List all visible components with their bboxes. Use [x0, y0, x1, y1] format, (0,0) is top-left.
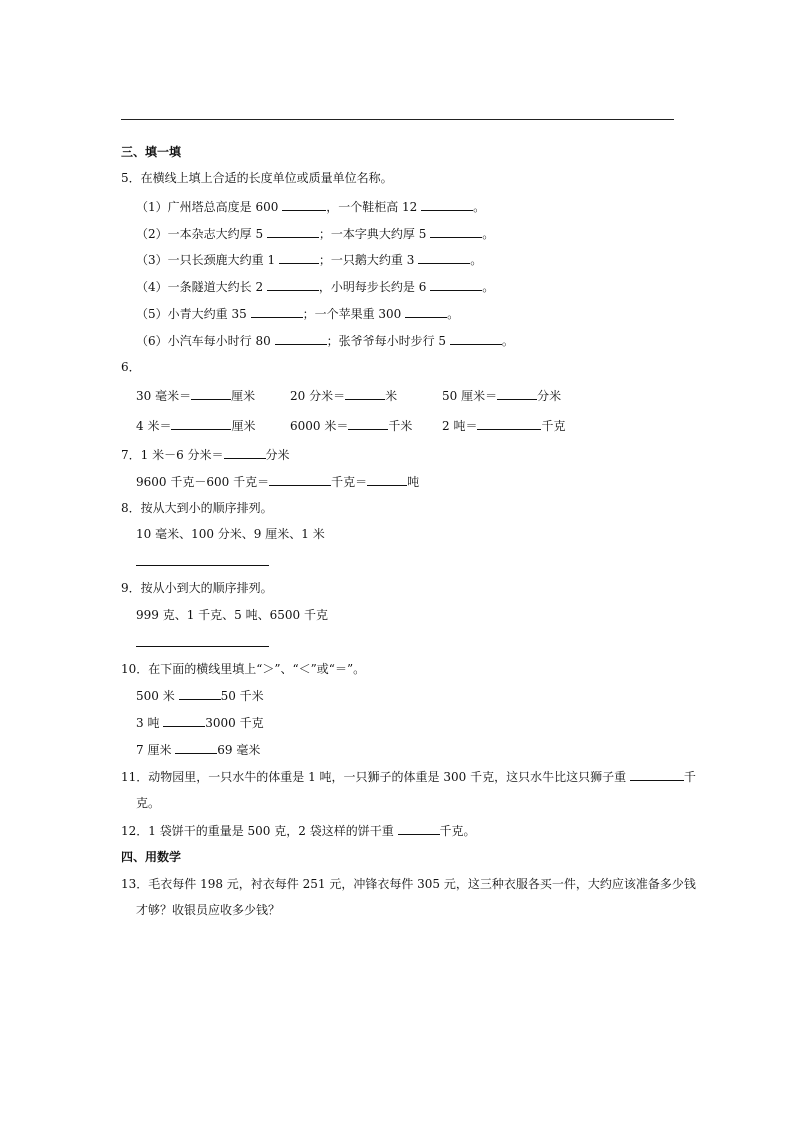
answer-blank[interactable]: [267, 278, 319, 291]
q5-stem: 5．在横线上填上合适的长度单位或质量单位名称。: [121, 171, 393, 185]
answer-blank[interactable]: [345, 387, 385, 400]
q5-item-1: （1）广州塔总高度是 600 ，一个鞋柜高 12 。: [136, 200, 486, 214]
q6-r2-c3: 2 吨＝ 千克: [442, 419, 566, 433]
answer-blank[interactable]: [398, 822, 440, 835]
q6-r2-c1: 4 米＝ 厘米: [136, 419, 256, 433]
answer-blank[interactable]: [430, 278, 482, 291]
answer-blank[interactable]: [171, 417, 231, 430]
answer-blank[interactable]: [450, 332, 502, 345]
q6-r1-c2: 20 分米＝ 米: [290, 389, 398, 403]
q9-items: 999 克、1 千克、5 吨、6500 千克: [136, 608, 328, 622]
answer-blank[interactable]: [282, 198, 326, 211]
answer-blank[interactable]: [279, 251, 319, 264]
answer-blank[interactable]: [367, 473, 407, 486]
q13-line-1: 13．毛衣每件 198 元，衬衣每件 251 元，冲锋衣每件 305 元，这三种衣服各买一件，大约应该准备多少钱: [121, 877, 696, 891]
answer-blank[interactable]: [175, 741, 217, 754]
answer-blank[interactable]: [269, 473, 331, 486]
section-4-title: 四、用数学: [121, 850, 182, 864]
answer-blank[interactable]: [421, 198, 473, 211]
q9-answer-line[interactable]: [136, 634, 269, 647]
q11-line-2: 克。: [136, 796, 161, 810]
q9-stem: 9．按从小到大的顺序排列。: [121, 581, 273, 595]
answer-blank[interactable]: [497, 387, 537, 400]
q11-line-1: 11．动物园里，一只水牛的体重是 1 吨，一只狮子的体重是 300 千克，这只水牛比这只狮子重 千: [121, 770, 696, 784]
q5-item-5: （5）小青大约重 35 ；一个苹果重 300 。: [136, 307, 460, 321]
answer-blank[interactable]: [477, 417, 541, 430]
q13-line-2: 才够？收银员应收多少钱？: [136, 903, 281, 917]
q6-r1-c1: 30 毫米＝ 厘米: [136, 389, 256, 403]
q10-stem: 10．在下面的横线里填上“＞”、“＜”或“＝”。: [121, 662, 366, 676]
q8-stem: 8．按从大到小的顺序排列。: [121, 501, 273, 515]
answer-blank[interactable]: [405, 305, 447, 318]
answer-blank[interactable]: [179, 687, 221, 700]
answer-blank[interactable]: [348, 417, 388, 430]
q8-items: 10 毫米、100 分米、9 厘米、1 米: [136, 527, 325, 541]
header-rule: [121, 119, 674, 120]
answer-blank[interactable]: [224, 446, 266, 459]
q5-item-6: （6）小汽车每小时行 80 ；张爷爷每小时步行 5 。: [136, 334, 514, 348]
q7-line-1: 7．1 米－6 分米＝ 分米: [121, 448, 290, 462]
answer-blank[interactable]: [418, 251, 470, 264]
q6-r2-c2: 6000 米＝ 千米: [290, 419, 413, 433]
q10-item-3: 7 厘米 69 毫米: [136, 743, 261, 757]
q12-line: 12．1 袋饼干的重量是 500 克，2 袋这样的饼干重 千克。: [121, 824, 476, 838]
answer-blank[interactable]: [267, 225, 319, 238]
q6-r1-c3: 50 厘米＝ 分米: [442, 389, 562, 403]
answer-blank[interactable]: [430, 225, 482, 238]
q10-item-2: 3 吨 3000 千克: [136, 716, 264, 730]
q10-item-1: 500 米 50 千米: [136, 689, 264, 703]
answer-blank[interactable]: [163, 714, 205, 727]
q5-item-4: （4）一条隧道大约长 2 ，小明每步长约是 6 。: [136, 280, 495, 294]
q8-answer-line[interactable]: [136, 553, 269, 566]
answer-blank[interactable]: [275, 332, 327, 345]
q5-item-2: （2）一本杂志大约厚 5 ；一本字典大约厚 5 。: [136, 227, 495, 241]
answer-blank[interactable]: [191, 387, 231, 400]
answer-blank[interactable]: [630, 768, 684, 781]
q6-number: 6．: [121, 360, 141, 374]
answer-blank[interactable]: [251, 305, 303, 318]
q7-line-2: 9600 千克－600 千克＝ 千克＝ 吨: [136, 475, 420, 489]
section-3-title: 三、填一填: [121, 145, 182, 159]
q5-item-3: （3）一只长颈鹿大约重 1 ；一只鹅大约重 3 。: [136, 253, 483, 267]
